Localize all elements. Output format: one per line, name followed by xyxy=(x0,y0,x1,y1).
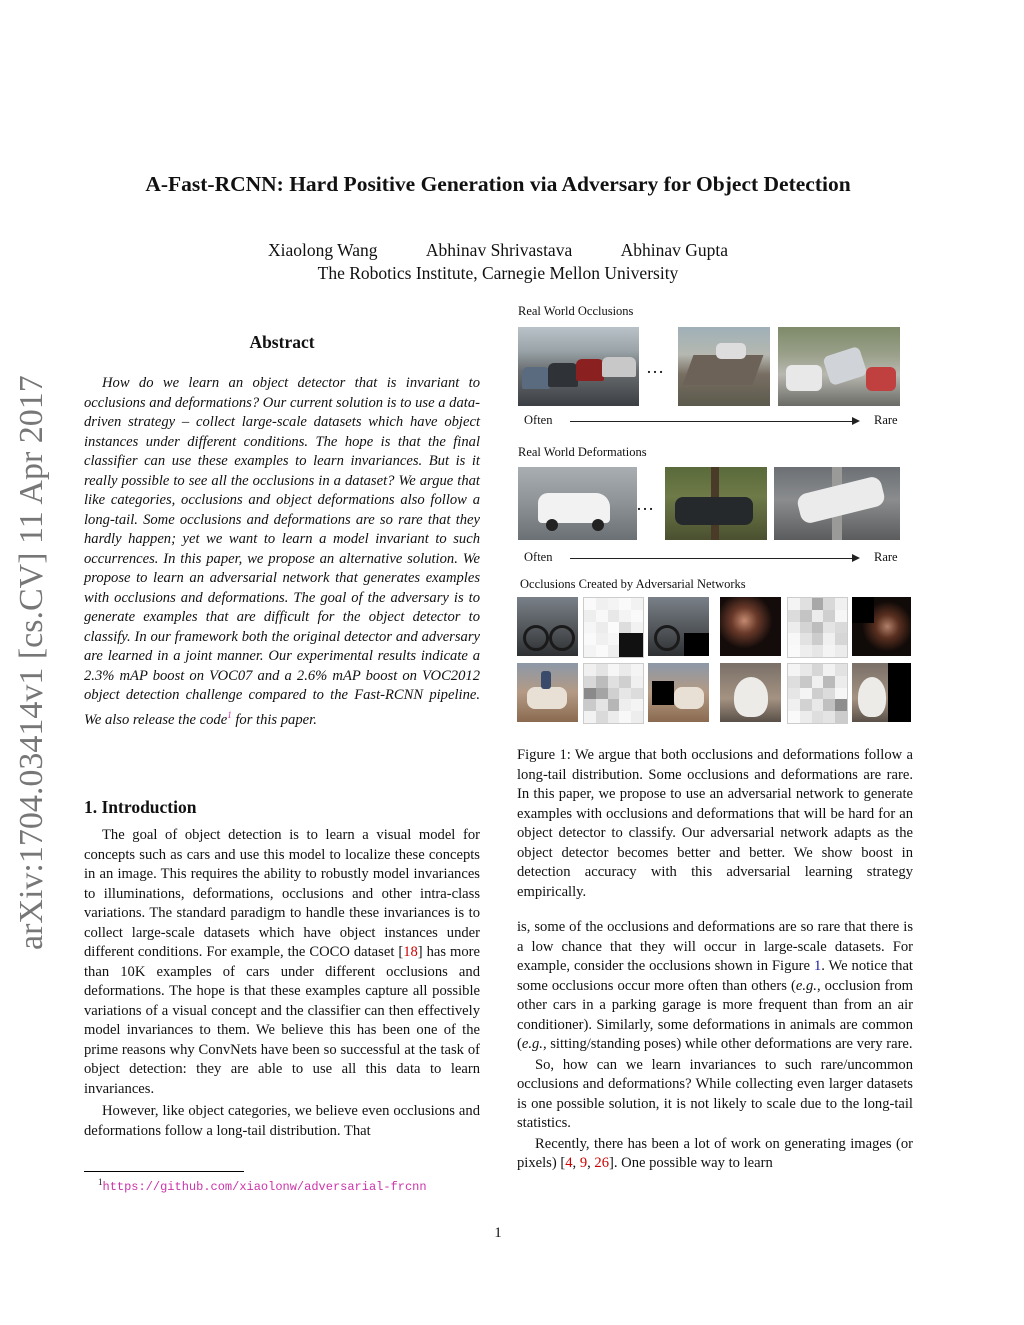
frequency-arrow xyxy=(570,421,852,422)
abstract-heading: Abstract xyxy=(249,332,315,352)
footnote-marker[interactable]: 1 xyxy=(227,709,232,720)
intro-text: ] has more than 10K examples of cars under different occlusions and deformations. The hope is that these examples capture all possible variations of a visual concept and the classifier can then effectively model invariances to them. We believe this has been one of the prime reasons why ConvNets have been so successful at the task of object detection: they are able to use all this data to learn invariances. xyxy=(84,944,480,1097)
citation-link[interactable]: 26 xyxy=(594,1155,610,1171)
footnote-rule xyxy=(84,1171,244,1172)
figure-reference-link[interactable]: 1 xyxy=(813,958,822,974)
author-name: Abhinav Gupta xyxy=(620,240,729,260)
abstract-text-end: for this paper. xyxy=(231,711,317,728)
rare-label: Rare xyxy=(874,413,898,427)
body-text: . We notice that some occlusions occur more often than others ( xyxy=(517,958,913,994)
occlusion-mask xyxy=(787,597,848,658)
body-paragraph: So, how can we learn invariances to such rare/uncommon occlusions and deformations? While collecting even larger datasets is one possible solution, it is not likely to scale due to the long-tail statistics. xyxy=(517,1056,913,1131)
arrow-head xyxy=(852,417,860,425)
introduction-body xyxy=(84,826,480,1141)
photo-bird xyxy=(720,663,781,722)
rare-label: Rare xyxy=(874,550,898,564)
ellipsis: … xyxy=(646,357,666,377)
intro-paragraph xyxy=(84,826,480,1099)
footnote xyxy=(98,1177,427,1194)
photo-car-into-tree xyxy=(665,467,767,540)
body-text-italic: e.g. xyxy=(795,977,817,994)
figure-label-deformations: Real World Deformations xyxy=(518,445,647,459)
frequency-arrow xyxy=(570,558,852,559)
photo-person-dark xyxy=(720,597,781,656)
intro-paragraph: However, like object categories, we believe even occlusions and deformations follow a long-tail distribution. That xyxy=(84,1103,480,1139)
ellipsis: … xyxy=(636,494,656,514)
abstract-text xyxy=(84,374,480,730)
paper-title: A-Fast-RCNN: Hard Positive Generation via Adversary for Object Detection xyxy=(145,172,851,196)
photo-car-crash xyxy=(778,327,900,406)
body-text: , occlusion from other cars in a parking garage is more frequent than from an air conditioner). Similarly, some deformations in animals are common ( xyxy=(517,977,914,1052)
author-list xyxy=(0,240,996,261)
body-text: ]. One possible way to learn xyxy=(609,1155,773,1171)
photo-horse-rider-occluded xyxy=(648,663,709,722)
code-url-link[interactable]: https://github.com/xiaolonw/adversarial-frcnn xyxy=(102,1180,427,1194)
figure-label-occlusions: Real World Occlusions xyxy=(518,304,634,318)
caption-text: Figure 1: We argue that both occlusions and deformations follow a long-tail distribution. Some occlusions and deformations are rare. In this paper, we propose to use an adversarial network to generate examples with occlusions and deformations that will be hard for an object detector to classify. Our adversarial network adapts as the object detector becomes better and better. We show boost in detection accuracy with this adversarial learning strategy empirically. xyxy=(517,747,913,900)
photo-horse-rider xyxy=(517,663,578,722)
photo-person-dark-occluded xyxy=(852,597,911,656)
author-name: Abhinav Shrivastava xyxy=(425,240,573,260)
citation-separator: , xyxy=(572,1155,580,1171)
photo-bicycle xyxy=(517,597,578,656)
photo-bicycle-occluded xyxy=(648,597,709,656)
citation-link[interactable]: 18 xyxy=(403,944,418,960)
arrow-head xyxy=(852,554,860,562)
often-label: Often xyxy=(524,413,553,427)
footnote-number: 1 xyxy=(98,1177,103,1187)
page-number: 1 xyxy=(494,1225,502,1241)
photo-car-open-doors xyxy=(518,467,637,540)
occlusion-mask xyxy=(583,663,644,724)
occlusion-mask xyxy=(787,663,848,724)
citation-link[interactable]: 4 xyxy=(565,1155,573,1171)
arxiv-identifier: arXiv:1704.03414v1 [cs.CV] 11 Apr 2017 xyxy=(13,375,50,950)
citation-separator: , xyxy=(587,1155,595,1171)
citation-link[interactable]: 9 xyxy=(579,1155,588,1171)
introduction-heading: 1. Introduction xyxy=(84,797,197,817)
body-text-italic: e.g. xyxy=(521,1036,543,1052)
figure-caption xyxy=(517,746,913,902)
body-text: Recently, there has been a lot of work on generating images (or pixels) [ xyxy=(517,1135,913,1171)
photo-parking-lot xyxy=(518,327,639,406)
body-paragraph xyxy=(517,918,913,1055)
body-text: is, some of the occlusions and deformations are so rare that there is a low chance that they will occur in large-scale datasets. For example, consider the occlusions shown in Figure xyxy=(517,919,913,974)
author-name: Xiaolong Wang xyxy=(267,240,378,260)
intro-text: The goal of object detection is to learn a visual model for concepts such as cars and use this model to localize these concepts in an image. This requires the ability to robustly model invariances to illuminations, deformations, occlusions and other intra-class variations. The standard paradigm to handle these invariances is to collect large-scale datasets which have object instances under different conditions. For example, the COCO dataset [ xyxy=(84,827,480,960)
occlusion-mask xyxy=(583,597,644,658)
photo-car-wrapped-pole xyxy=(774,467,900,540)
often-label: Often xyxy=(524,550,553,564)
photo-bird-occluded xyxy=(852,663,911,722)
affiliation: The Robotics Institute, Carnegie Mellon University xyxy=(317,263,679,283)
photo-car-on-roof xyxy=(678,327,770,406)
abstract-text-main: How do we learn an object detector that is invariant to occlusions and deformations? Our current solution is to use a data-driven strategy – collect large-scale datasets which have object instances under different conditions. The hope is that the final classifier can use these examples to learn invariances. But is it really possible to see all the occlusions in a dataset? We argue that like categories, occlusions and object deformations also follow a long-tail. Some occlusions and deformations are so rare that they hardly happen; yet we want to learn a model invariant to such occurrences. In this paper, we propose an alternative solution. We propose to learn an adversarial network that generates examples with occlusions and deformations. The goal of the adversary is to generate examples that are difficult for the object detector to classify. In our framework both the original detector and adversary are learned in a joint manner. Our experimental results indicate a 2.3% mAP boost on VOC07 and a 2.6% mAP boost on VOC2012 object detection challenge compared to the Fast-RCNN pipeline. We also release the code xyxy=(84,375,480,728)
body-paragraph xyxy=(517,1135,913,1174)
body-text: , sitting/standing poses) while other deformations are very rare. xyxy=(542,1036,913,1052)
abstract-body xyxy=(84,374,480,730)
right-column-body xyxy=(517,918,913,1174)
figure-label-adversarial: Occlusions Created by Adversarial Networks xyxy=(520,577,746,591)
